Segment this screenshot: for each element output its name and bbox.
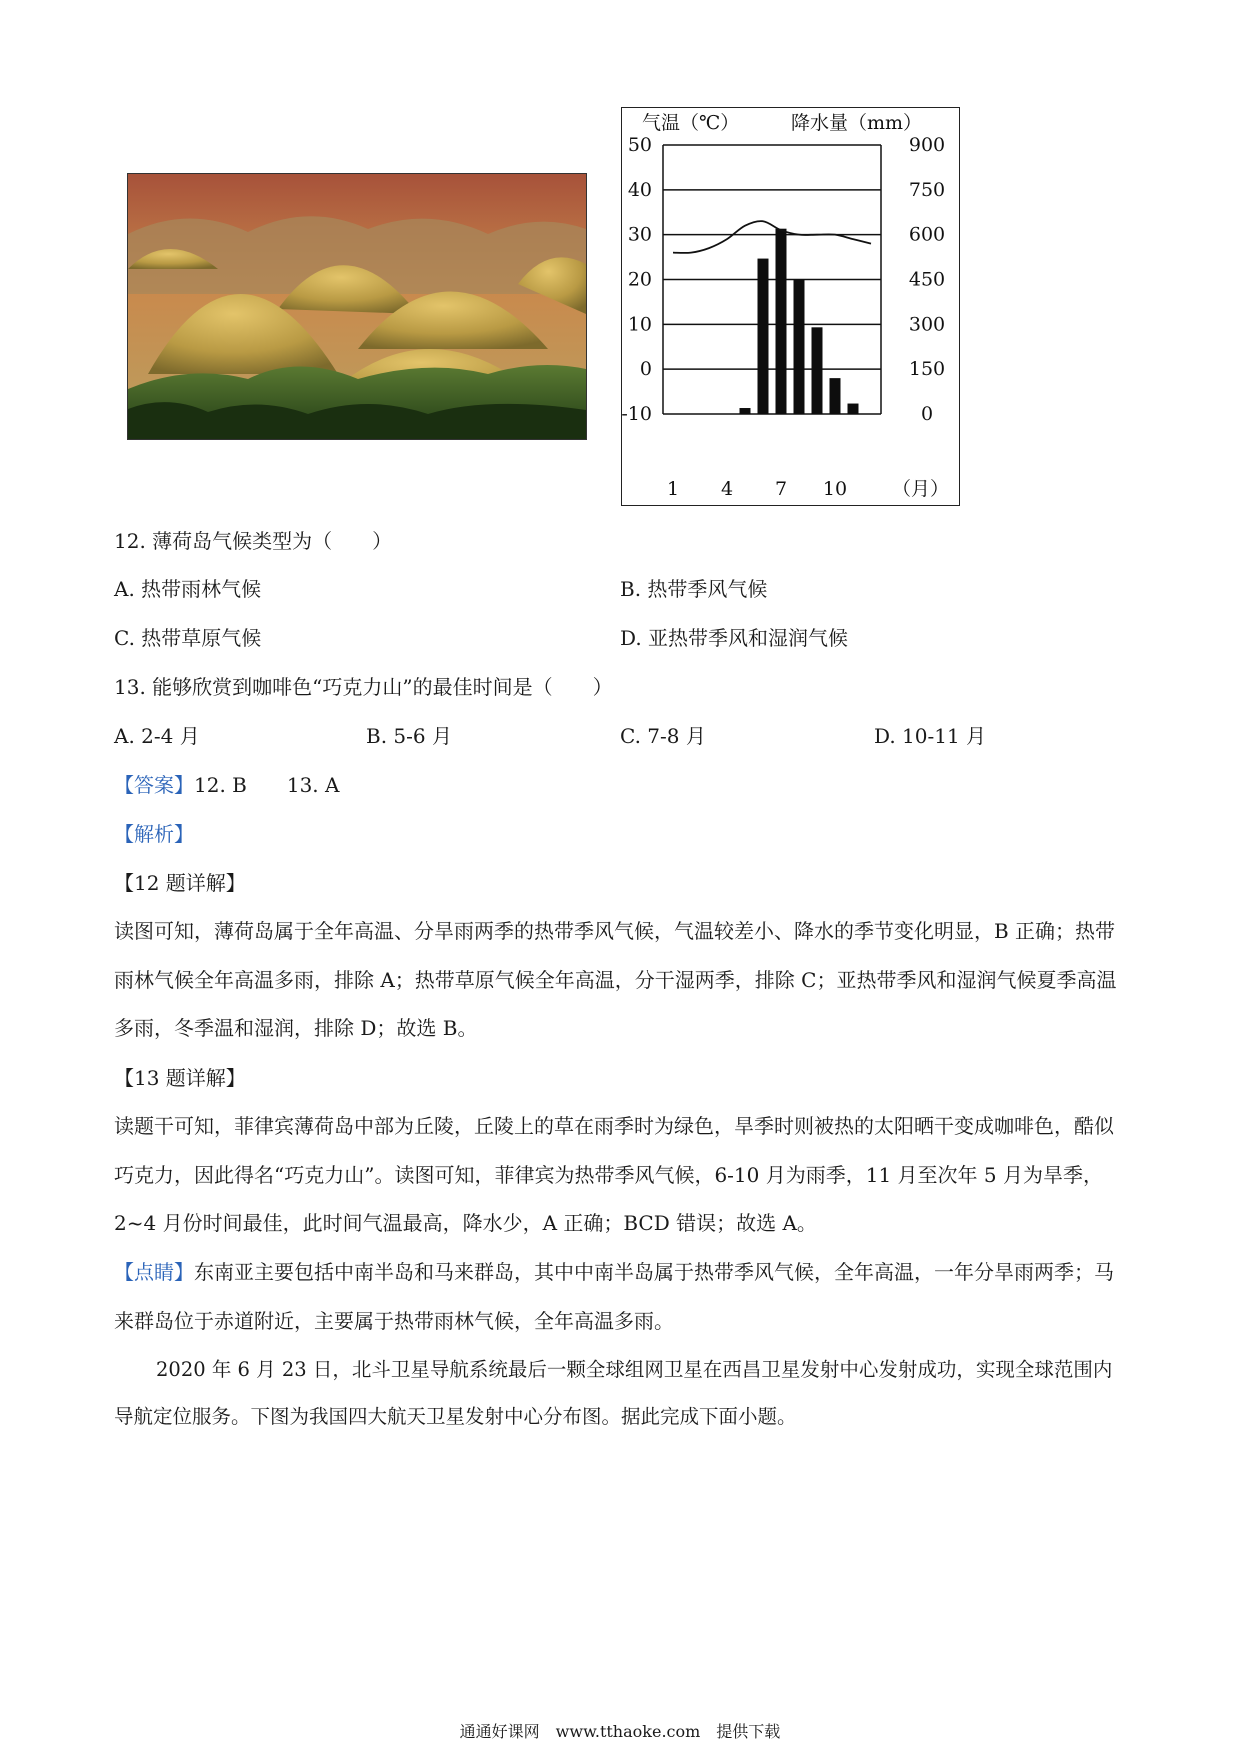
- page-footer: 通通好课网 www.tthaoke.com 提供下载: [459, 1722, 781, 1741]
- q12-detail-text: 读图可知，薄荷岛属于全年高温、分旱雨两季的热带季风气候，气温较差小、降水的季节变化明显，B 正确；热带雨林气候全年高温多雨，排除 A；热带草原气候全年高温，分干湿两季，排除 C；亚热带季风和湿润气候夏季高温多雨，冬季温和湿润，排除 D；故选 B。: [114, 919, 1117, 1040]
- q13-option-a: A. 2-4 月: [114, 724, 200, 748]
- temperature-tick-label: 40: [627, 178, 652, 201]
- precipitation-bar: [812, 327, 823, 414]
- month-tick-label: 10: [822, 478, 848, 500]
- precipitation-tick-label: 300: [908, 313, 946, 336]
- temperature-tick-label: 0: [639, 358, 652, 381]
- comment-text: 东南亚主要包括中南半岛和马来群岛，其中中南半岛属于热带季风气候，全年高温，一年分旱雨两季；马来群岛位于赤道附近，主要属于热带雨林气候，全年高温多雨。: [114, 1260, 1114, 1333]
- q12-detail-title: 【12 题详解】: [114, 871, 246, 895]
- precipitation-tick-label: 0: [920, 403, 934, 425]
- month-tick-label: 4: [720, 478, 734, 500]
- answer-text: 12. B 13. A: [194, 773, 340, 797]
- precipitation-tick-label: 900: [908, 134, 946, 156]
- precipitation-bar: [830, 378, 841, 414]
- precipitation-bar: [740, 408, 751, 414]
- q13-option-b: B. 5-6 月: [366, 724, 452, 748]
- answer-line: [114, 771, 339, 799]
- q13-detail-text: 读题干可知，菲律宾薄荷岛中部为丘陵，丘陵上的草在雨季时为绿色，旱季时则被热的太阳晒干变成咖啡色，酷似巧克力，因此得名“巧克力山”。读图可知，菲律宾为热带季风气候，6-10 月为雨季，11 月至次年 5 月为旱季，2~4 月份时间最佳，此时间气温最高，降水少，A 正确；BCD 错误；故选 A。: [114, 1114, 1114, 1235]
- x-axis-unit: （月）: [892, 478, 950, 500]
- comment-label: 【点睛】: [114, 1260, 194, 1284]
- temperature-tick-label: 30: [627, 223, 652, 246]
- temperature-tick-label: 20: [627, 268, 652, 291]
- answer-label: 【答案】: [114, 773, 194, 797]
- precipitation-tick-label: 750: [908, 178, 946, 201]
- chocolate-hills-illustration: [128, 174, 586, 439]
- q12-option-c: C. 热带草原气候: [114, 626, 262, 650]
- comment-paragraph: [114, 1248, 1126, 1345]
- temperature-tick-label: 10: [627, 313, 652, 336]
- precipitation-bar: [848, 404, 859, 414]
- q13-detail-title: 【13 题详解】: [114, 1066, 246, 1090]
- precipitation-bar: [776, 229, 787, 414]
- question-13-stem: 13. 能够欣赏到咖啡色“巧克力山”的最佳时间是（ ）: [114, 675, 613, 699]
- precipitation-bar: [758, 259, 769, 414]
- precipitation-bar: [794, 280, 805, 415]
- climate-chart-svg: [622, 108, 959, 505]
- precipitation-tick-label: 150: [908, 358, 946, 381]
- precipitation-tick-label: 600: [908, 223, 946, 246]
- month-tick-label: 1: [666, 478, 680, 500]
- chocolate-hills-photo: [127, 173, 587, 440]
- question-12-stem: 12. 薄荷岛气候类型为（ ）: [114, 529, 393, 553]
- temperature-tick-label: 50: [627, 134, 652, 156]
- q13-option-c: C. 7-8 月: [620, 724, 706, 748]
- next-material-paragraph: 2020 年 6 月 23 日，北斗卫星导航系统最后一颗全球组网卫星在西昌卫星发射中心发射成功，实现全球范围内导航定位服务。下图为我国四大航天卫星发射中心分布图。据此完成下面小题。: [114, 1358, 1113, 1428]
- month-tick-label: 7: [774, 478, 788, 500]
- precipitation-axis-title: 降水量（mm）: [791, 112, 923, 134]
- climate-chart: [621, 107, 960, 506]
- q12-option-a: A. 热带雨林气候: [114, 577, 262, 601]
- q12-option-d: D. 亚热带季风和湿润气候: [620, 626, 849, 650]
- analysis-label: 【解析】: [114, 822, 194, 846]
- temperature-curve: [673, 221, 871, 253]
- precipitation-bars: [740, 229, 859, 414]
- temperature-axis-title: 气温（℃）: [642, 112, 740, 134]
- q13-option-d: D. 10-11 月: [874, 724, 987, 748]
- temperature-tick-label: -10: [622, 403, 652, 425]
- q12-option-b: B. 热带季风气候: [620, 577, 768, 601]
- precipitation-tick-label: 450: [908, 268, 946, 291]
- chart-grid: [663, 145, 881, 414]
